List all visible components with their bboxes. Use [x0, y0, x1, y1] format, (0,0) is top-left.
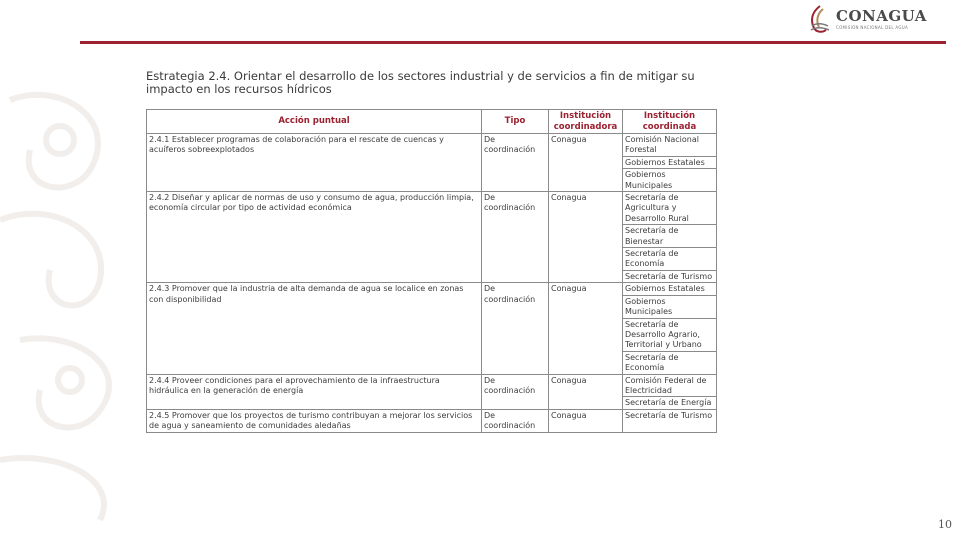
table-header-row [147, 110, 717, 134]
decorative-background-pattern [0, 80, 140, 540]
tipo-cell: De coordinación [482, 409, 549, 432]
accion-cell: 2.4.5 Promover que los proyectos de turismo contribuyan a mejorar los servicios de agua y saneamiento de comunidades aledañas [147, 409, 482, 432]
coordinada-cell: Comisión Nacional Forestal [623, 134, 717, 157]
brand-name: CONAGUA [836, 6, 927, 25]
coordinada-cell: Secretaría de Turismo [623, 270, 717, 282]
coordinada-cell: Gobiernos Municipales [623, 295, 717, 318]
coordinada-cell: Secretaría de Energía [623, 397, 717, 409]
coordinada-cell: Comisión Federal de Electricidad [623, 374, 717, 397]
coordinadora-cell: Conagua [549, 283, 623, 374]
accion-cell: 2.4.2 Diseñar y aplicar de normas de uso y consumo de agua, producción limpia, economía circular por tipo de actividad económica [147, 192, 482, 283]
table-row [147, 192, 717, 225]
table-row [147, 283, 717, 295]
coordinadora-cell: Conagua [549, 409, 623, 432]
actions-table [146, 109, 717, 433]
table-row [147, 134, 717, 157]
coordinada-cell: Secretaría de Bienestar [623, 225, 717, 248]
coordinada-cell: Secretaría de Desarrollo Agrario, Territorial y Urbano [623, 318, 717, 351]
coordinada-cell: Gobiernos Municipales [623, 169, 717, 192]
brand-subtitle: COMISIÓN NACIONAL DEL AGUA [836, 24, 909, 30]
coordinadora-cell: Conagua [549, 374, 623, 409]
coordinada-cell: Gobiernos Estatales [623, 156, 717, 168]
tipo-cell: De coordinación [482, 283, 549, 374]
header-divider [80, 41, 946, 44]
accion-cell: 2.4.1 Establecer programas de colaboración para el rescate de cuencas y acuíferos sobreexplotados [147, 134, 482, 192]
strategy-title: Estrategia 2.4. Orientar el desarrollo de los sectores industrial y de servicios a fin de mitigar su impacto en los recursos hídricos [146, 69, 695, 96]
header-coordinadora: Institución coordinadora [549, 110, 623, 134]
coordinada-cell: Secretaría de Economía [623, 351, 717, 374]
tipo-cell: De coordinación [482, 134, 549, 192]
header-accion: Acción puntual [147, 110, 482, 134]
table-row [147, 374, 717, 397]
page-number: 10 [938, 518, 952, 531]
header-tipo: Tipo [482, 110, 549, 134]
coordinadora-cell: Conagua [549, 134, 623, 192]
coordinada-cell: Secretaría de Economía [623, 248, 717, 271]
conagua-logo [806, 4, 927, 34]
accion-cell: 2.4.3 Promover que la industria de alta demanda de agua se localice en zonas con disponibilidad [147, 283, 482, 374]
coordinada-cell: Gobiernos Estatales [623, 283, 717, 295]
accion-cell: 2.4.4 Proveer condiciones para el aprovechamiento de la infraestructura hidráulica en la generación de energía [147, 374, 482, 409]
tipo-cell: De coordinación [482, 192, 549, 283]
header-coordinada: Institución coordinada [623, 110, 717, 134]
table-row [147, 409, 717, 432]
conagua-logo-icon [806, 4, 832, 34]
coordinadora-cell: Conagua [549, 192, 623, 283]
tipo-cell: De coordinación [482, 374, 549, 409]
coordinada-cell: Secretaría de Turismo [623, 409, 717, 432]
coordinada-cell: Secretaría de Agricultura y Desarrollo Rural [623, 192, 717, 225]
